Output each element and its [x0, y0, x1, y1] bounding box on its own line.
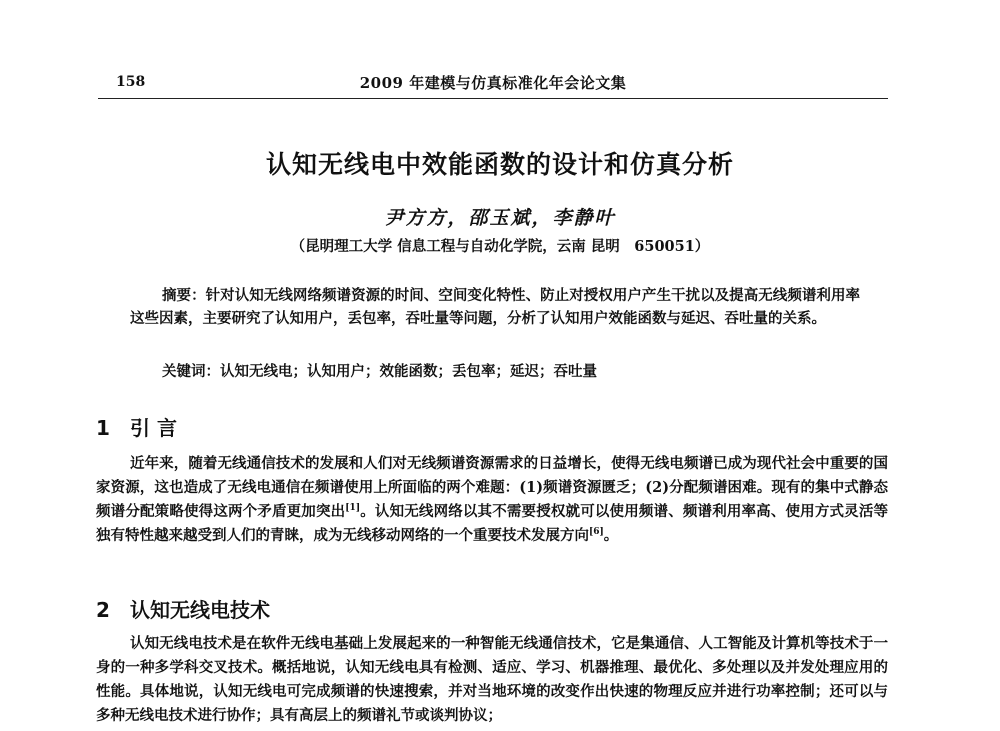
abstract	[130, 284, 860, 330]
journal-title: 2009 年建模与仿真标准化年会论文集	[359, 74, 627, 92]
running-header	[98, 72, 888, 99]
citation-ref[interactable]: [6]	[589, 527, 604, 538]
section-title: 引 言	[130, 416, 177, 440]
citation-ref[interactable]: [1]	[345, 503, 361, 514]
section-title: 认知无线电技术	[130, 598, 270, 622]
authors: 尹方方，邵玉斌，李静叶	[384, 207, 616, 229]
keywords-text: 认知无线电；认知用户；效能函数；丢包率；延迟；吞吐量	[220, 363, 597, 380]
paragraph-text: 。认知无线网络以其不需要授权就可以使用频谱、频谱利用率高、使用方式灵活等独有特性越来越受到人们的青睐，成为无线移动网络的一个重要技术发展方向	[96, 503, 888, 544]
section-heading-cognitive-radio	[96, 594, 270, 623]
paragraph-text: 。	[603, 527, 619, 544]
abstract-label: 摘要：	[162, 287, 206, 304]
page-number: 158	[116, 74, 146, 90]
section-number: 2	[96, 598, 110, 622]
paper-title: 认知无线电中效能函数的设计和仿真分析	[265, 150, 734, 179]
keywords-label: 关键词：	[162, 363, 220, 380]
section-number: 1	[96, 416, 110, 440]
cognitive-radio-paragraph: 认知无线电技术是在软件无线电基础上发展起来的一种智能无线通信技术，它是集通信、人工智能及计算机等技术于一身的一种多学科交叉技术。概括地说，认知无线电具有检测、适应、学习、机器推理、最优化、多处理以及并发处理应用的性能。具体地说，认知无线电可完成频谱的快速搜索，并对当地环境的改变作出快速的物理反应并进行功率控制；还可以与多种无线电技术进行协作；具有高层上的频谱礼节或谈判协议；	[96, 635, 888, 724]
section-heading-introduction	[96, 412, 177, 441]
affiliation: （昆明理工大学 信息工程与自动化学院，云南 昆明 650051）	[290, 238, 710, 255]
keywords	[162, 360, 862, 381]
paragraph-text: 近年来，随着无线通信技术的发展和人们对无线频谱资源需求的日益增长，使得无线电频谱已成为现代社会中重要的国家资源，这也造成了无线电通信在频谱使用上所面临的两个难题：(1)频谱资源匮乏；(2)分配频谱困难。现有的集中式静态频谱分配策略使得这两个矛盾更加突出	[96, 455, 888, 520]
abstract-text: 针对认知无线网络频谱资源的时间、空间变化特性、防止对授权用户产生干扰以及提高无线频谱利用率这些因素，主要研究了认知用户，丢包率，吞吐量等问题，分析了认知用户效能函数与延迟、吞吐量的关系。	[130, 287, 861, 327]
introduction-paragraph	[96, 452, 888, 548]
